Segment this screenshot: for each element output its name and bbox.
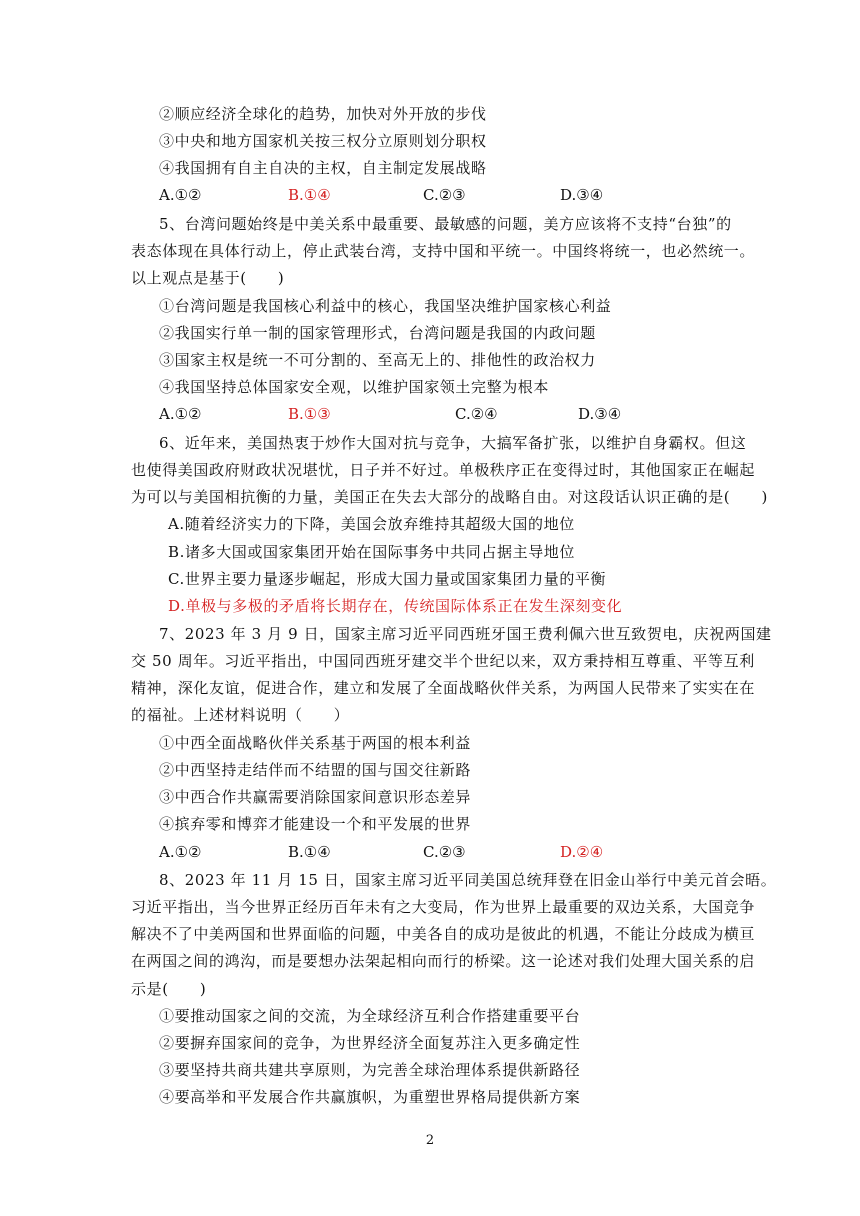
q6-stem-line-3: 为可以与美国相抗衡的力量，美国正在失去大部分的战略自由。对这段话认识正确的是( ) xyxy=(131,488,768,506)
q8-stem-line-1: 8、2023 年 11 月 15 日，国家主席习近平同美国总统拜登在旧金山举行中美元首会晤。 xyxy=(159,871,777,889)
q8-stem-line-3: 解决不了中美两国和世界面临的问题，中美各自的成功是彼此的机遇，不能让分歧成为横亘 xyxy=(131,925,756,943)
q4-option-d: D.③④ xyxy=(560,186,604,204)
q7-option-c: C.②③ xyxy=(423,843,466,861)
q8-item-4: ④要高举和平发展合作共赢旗帜，为重塑世界格局提供新方案 xyxy=(159,1088,581,1106)
q5-stem-line-3: 以上观点是基于( ) xyxy=(131,269,285,287)
q7-option-b: B.①④ xyxy=(288,843,331,861)
q6-option-c: C.世界主要力量逐步崛起，形成大国力量或国家集团力量的平衡 xyxy=(168,570,607,588)
q5-stem-line-2: 表态体现在具体行动上，停止武装台湾，支持中国和平统一。中国终将统一，也必然统一。 xyxy=(131,242,756,260)
q4-option-c: C.②③ xyxy=(423,186,466,204)
q7-item-4: ④摈弃零和博弈才能建设一个和平发展的世界 xyxy=(159,815,472,833)
q7-stem-line-3: 精神，深化友谊，促进合作，建立和发展了全面战略伙伴关系，为两国人民带来了实实在在 xyxy=(131,679,756,697)
q6-option-d-answer: D.单极与多极的矛盾将长期存在，传统国际体系正在发生深刻变化 xyxy=(168,597,623,615)
q7-item-2: ②中西坚持走结伴而不结盟的国与国交往新路 xyxy=(159,761,472,779)
q4-option-a: A.①② xyxy=(159,186,202,204)
q4-item-3: ③中央和地方国家机关按三权分立原则划分职权 xyxy=(159,132,487,150)
q7-stem-line-2: 交 50 周年。习近平指出，中国同西班牙建交半个世纪以来，双方秉持相互尊重、平等互利 xyxy=(131,652,755,670)
q7-option-d-answer: D.②④ xyxy=(560,843,604,861)
q8-stem-line-5: 示是( ) xyxy=(131,980,207,998)
q8-item-3: ③要坚持共商共建共享原则，为完善全球治理体系提供新路径 xyxy=(159,1061,581,1079)
q7-option-a: A.①② xyxy=(159,843,202,861)
q6-option-a: A.随着经济实力的下降，美国会放弃维持其超级大国的地位 xyxy=(168,515,575,533)
q7-item-3: ③中西合作共赢需要消除国家间意识形态差异 xyxy=(159,788,472,806)
q5-item-1: ①台湾问题是我国核心利益中的核心，我国坚决维护国家核心利益 xyxy=(159,297,612,315)
q5-option-b-answer: B.①③ xyxy=(288,405,331,423)
page-number: 2 xyxy=(425,1133,435,1148)
q6-option-b: B.诸多大国或国家集团开始在国际事务中共同占据主导地位 xyxy=(168,543,575,561)
q5-item-4: ④我国坚持总体国家安全观，以维护国家领土完整为根本 xyxy=(159,378,550,396)
q5-stem-line-1: 5、台湾问题始终是中美关系中最重要、最敏感的问题，美方应该将不支持“台独”的 xyxy=(159,215,732,233)
q4-item-4: ④我国拥有自主自决的主权，自主制定发展战略 xyxy=(159,159,487,177)
q8-item-1: ①要推动国家之间的交流，为全球经济互利合作搭建重要平台 xyxy=(159,1007,581,1025)
q5-item-2: ②我国实行单一制的国家管理形式，台湾问题是我国的内政问题 xyxy=(159,324,596,342)
q5-option-c: C.②④ xyxy=(455,405,498,423)
q7-stem-line-4: 的福祉。上述材料说明（ ） xyxy=(131,706,350,724)
q6-stem-line-1: 6、近年来，美国热衷于炒作大国对抗与竞争，大搞军备扩张，以维护自身霸权。但这 xyxy=(159,434,747,452)
q8-stem-line-4: 在两国之间的鸿沟，而是要想办法架起相向而行的桥梁。这一论述对我们处理大国关系的启 xyxy=(131,952,756,970)
q6-stem-line-2: 也使得美国政府财政状况堪忧，日子并不好过。单极秩序正在变得过时，其他国家正在崛起 xyxy=(131,461,756,479)
q8-stem-line-2: 习近平指出，当今世界正经历百年未有之大变局，作为世界上最重要的双边关系，大国竞争 xyxy=(131,898,756,916)
q4-item-2: ②顺应经济全球化的趋势，加快对外开放的步伐 xyxy=(159,105,487,123)
q4-option-b-answer: B.①④ xyxy=(288,186,331,204)
q5-item-3: ③国家主权是统一不可分割的、至高无上的、排他性的政治权力 xyxy=(159,351,596,369)
q7-stem-line-1: 7、2023 年 3 月 9 日，国家主席习近平同西班牙国王费利佩六世互致贺电，庆祝两国建 xyxy=(159,625,772,643)
q5-option-a: A.①② xyxy=(159,405,202,423)
q7-item-1: ①中西全面战略伙伴关系基于两国的根本利益 xyxy=(159,734,472,752)
q8-item-2: ②要摒弃国家间的竞争，为世界经济全面复苏注入更多确定性 xyxy=(159,1034,581,1052)
q5-option-d: D.③④ xyxy=(578,405,622,423)
